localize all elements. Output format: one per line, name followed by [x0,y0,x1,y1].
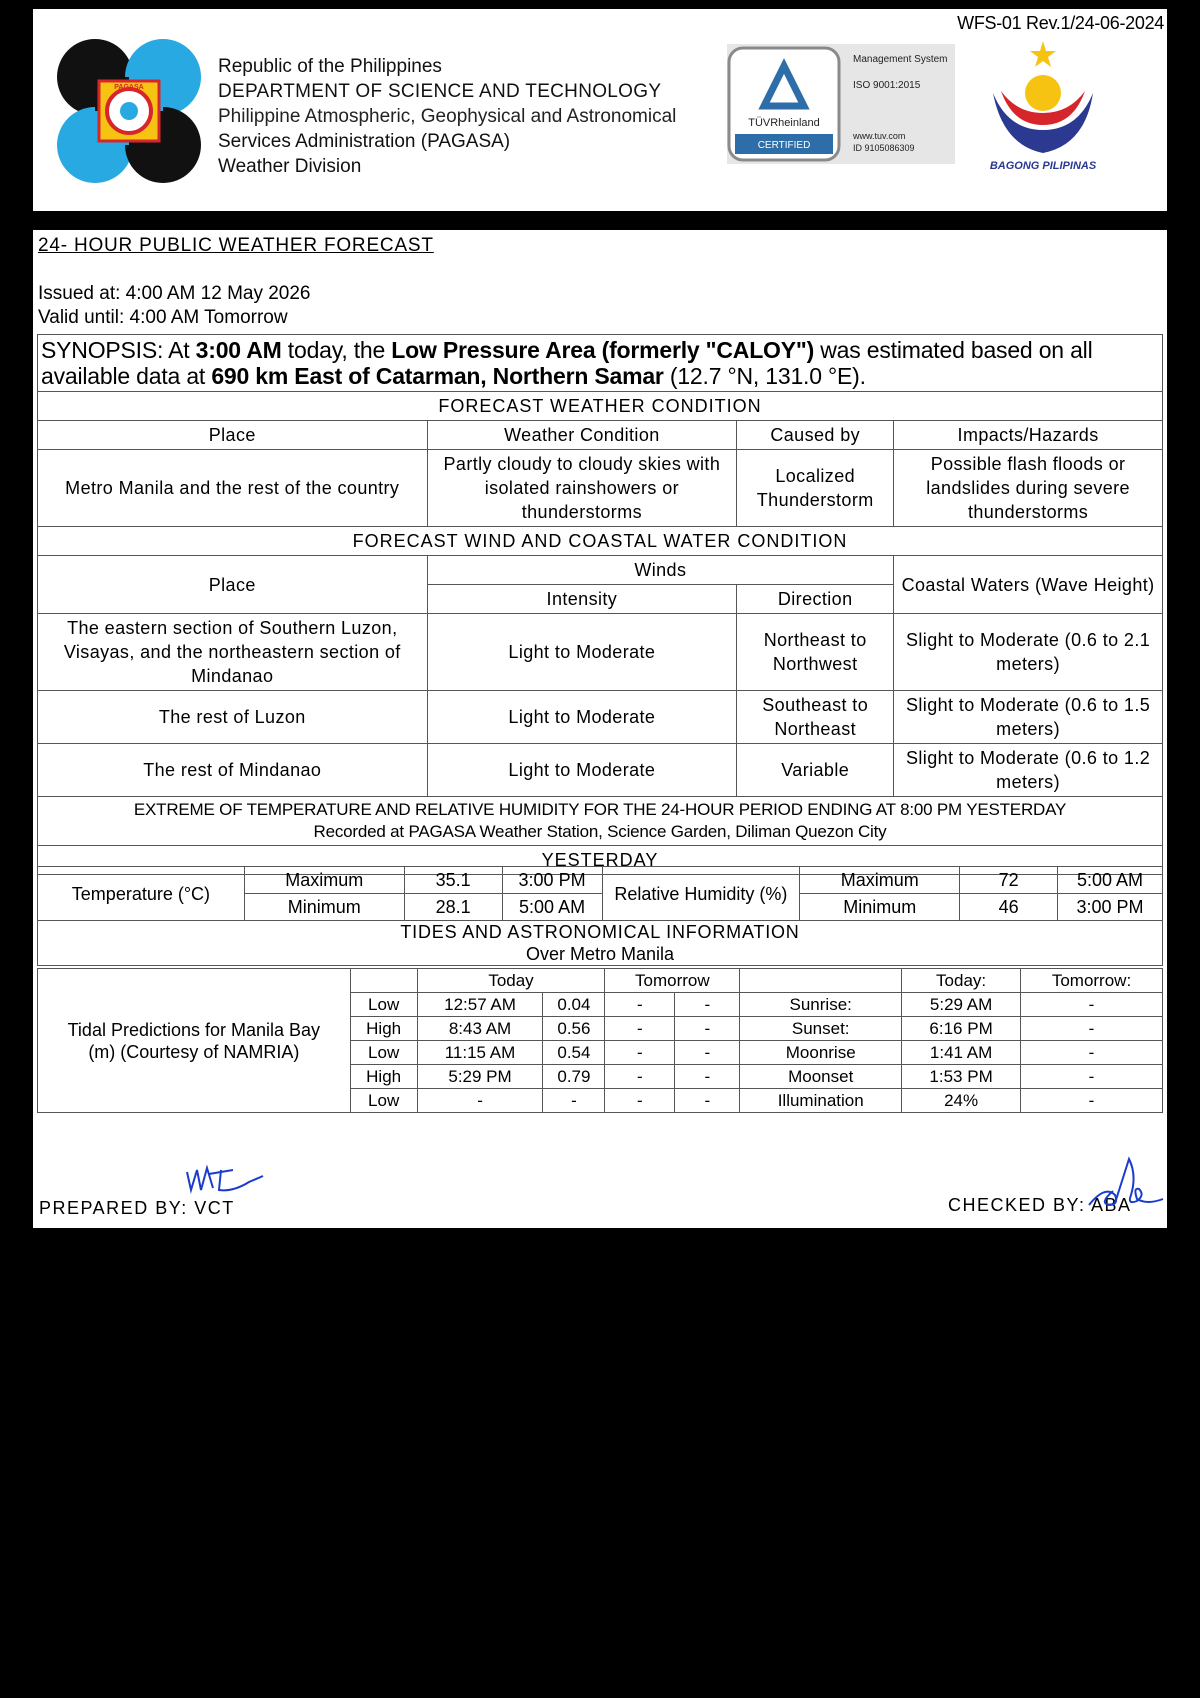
wind-header-winds: Winds [427,556,894,585]
astro-today-header: Today: [902,969,1021,993]
weather-impacts: Possible flash floods or landslides during severe thunderstorms [894,450,1163,527]
form-number: WFS-01 Rev.1/24-06-2024 [957,13,1164,33]
bagong-pilipinas-logo-icon [973,35,1113,175]
tide-height-tomorrow: - [675,1041,740,1065]
astro-tomorrow: - [1021,1041,1163,1065]
tide-height-tomorrow: - [675,993,740,1017]
wind-direction: Southeast to Northeast [737,691,894,744]
agency-line-pagasa: Philippine Atmospheric, Geophysical and Astronomical [218,106,677,127]
valid-until: Valid until: 4:00 AM Tomorrow [38,307,288,328]
agency-line-services: Services Administration (PAGASA) [218,131,511,152]
astro-label: Illumination [740,1089,902,1113]
tide-type: Low [350,993,417,1017]
coastal-waters: Slight to Moderate (0.6 to 2.1 meters) [894,614,1163,691]
wind-direction: Variable [737,744,894,797]
pagasa-logo-icon [55,37,203,185]
forecast-document [33,230,1167,1228]
rh-max-label: Maximum [800,867,960,894]
astro-label: Sunrise: [740,993,902,1017]
yesterday-label: YESTERDAY [38,846,1163,875]
tide-time-tomorrow: - [605,1017,675,1041]
rh-min-value: 46 [960,894,1058,921]
tide-time-tomorrow: - [605,1065,675,1089]
tuv-id: ID 9105086309 [853,143,915,153]
temp-min-time: 5:00 AM [502,894,602,921]
agency-line-division: Weather Division [218,156,362,177]
letterhead [33,9,1167,211]
tide-time-today: 8:43 AM [417,1017,543,1041]
tide-type: Low [350,1089,417,1113]
weather-place: Metro Manila and the rest of the country [38,450,428,527]
bp-label: BAGONG PILIPINAS [989,160,1097,172]
temp-max-time: 3:00 PM [502,867,602,894]
table-row [38,691,1163,744]
tide-time-tomorrow: - [605,993,675,1017]
tuv-brand: TÜVRheinland [748,117,820,129]
weather-section-title: FORECAST WEATHER CONDITION [38,392,1163,421]
astro-tomorrow-header: Tomorrow: [1021,969,1163,993]
wind-place: The rest of Mindanao [38,744,428,797]
coastal-waters: Slight to Moderate (0.6 to 1.2 meters) [894,744,1163,797]
tide-height-today: 0.54 [543,1041,605,1065]
humidity-label: Relative Humidity (%) [602,867,800,921]
coastal-waters: Slight to Moderate (0.6 to 1.5 meters) [894,691,1163,744]
tide-time-tomorrow: - [605,1089,675,1113]
tide-type: Low [350,1041,417,1065]
signature-aba-icon [1085,1155,1167,1215]
temp-min-value: 28.1 [404,894,502,921]
forecast-table [37,334,1163,875]
astro-label: Sunset: [740,1017,902,1041]
wind-intensity: Light to Moderate [427,691,737,744]
agency-line-republic: Republic of the Philippines [218,56,442,77]
signature-vct-icon [183,1160,273,1202]
astro-today: 1:41 AM [902,1041,1021,1065]
tuv-certified: CERTIFIED [757,140,811,151]
header-weather-condition: Weather Condition [427,421,737,450]
rh-min-time: 3:00 PM [1058,894,1163,921]
weather-cause: Localized Thunderstorm [737,450,894,527]
tuv-mgmt: Management System [853,54,948,65]
astro-today: 5:29 AM [902,993,1021,1017]
astro-label: Moonset [740,1065,902,1089]
astro-tomorrow: - [1021,1089,1163,1113]
tides-tomorrow-header: Tomorrow [605,969,740,993]
temp-max-label: Maximum [244,867,404,894]
tuv-certification-badge-icon [727,44,955,164]
wind-section-title: FORECAST WIND AND COASTAL WATER CONDITION [38,527,1163,556]
tides-today-header: Today [417,969,605,993]
wind-intensity: Light to Moderate [427,614,737,691]
header-impacts: Impacts/Hazards [894,421,1163,450]
tuv-iso: ISO 9001:2015 [853,80,921,91]
astro-label: Moonrise [740,1041,902,1065]
temperature-label: Temperature (°C) [38,867,245,921]
astro-tomorrow: - [1021,1017,1163,1041]
tide-height-tomorrow: - [675,1089,740,1113]
tide-time-today: 11:15 AM [417,1041,543,1065]
header-place: Place [38,421,428,450]
wind-header-intensity: Intensity [427,585,737,614]
table-row [38,744,1163,797]
tide-time-today: 5:29 PM [417,1065,543,1089]
tide-height-tomorrow: - [675,1017,740,1041]
astro-today: 6:16 PM [902,1017,1021,1041]
rh-max-value: 72 [960,867,1058,894]
astro-tomorrow: - [1021,1065,1163,1089]
issued-at: Issued at: 4:00 AM 12 May 2026 [38,283,311,304]
prepared-by: PREPARED BY: VCT [39,1198,235,1218]
wind-place: The eastern section of Southern Luzon, Visayas, and the northeastern section of Mindanao [38,614,428,691]
extremes-title: EXTREME OF TEMPERATURE AND RELATIVE HUMIDITY FOR THE 24-HOUR PERIOD ENDING AT 8:00 PM YESTERDAY Recorded at PAGASA Weather Station, Science Garden, Diliman Quezon City [38,797,1163,846]
synopsis: SYNOPSIS: At 3:00 AM today, the Low Pressure Area (formerly "CALOY") was estimated based on all available data at 690 km East of Catarman, Northern Samar (12.7 °N, 131.0 °E). [38,335,1163,392]
weather-header-row [38,421,1163,450]
tides-section-title: TIDES AND ASTRONOMICAL INFORMATION Over Metro Manila [38,921,1163,966]
temp-min-label: Minimum [244,894,404,921]
tide-height-today: - [543,1089,605,1113]
table-row [38,614,1163,691]
rh-max-time: 5:00 AM [1058,867,1163,894]
astro-today: 24% [902,1089,1021,1113]
tide-height-today: 0.56 [543,1017,605,1041]
weather-condition: Partly cloudy to cloudy skies with isolated rainshowers or thunderstorms [427,450,737,527]
wind-header-coastal: Coastal Waters (Wave Height) [894,556,1163,614]
tide-type: High [350,1017,417,1041]
tide-time-today: 12:57 AM [417,993,543,1017]
wind-header-place: Place [38,556,428,614]
tide-height-today: 0.79 [543,1065,605,1089]
wind-place: The rest of Luzon [38,691,428,744]
wind-intensity: Light to Moderate [427,744,737,797]
wind-header-direction: Direction [737,585,894,614]
tides-table [37,968,1163,1113]
agency-line-dost: DEPARTMENT OF SCIENCE AND TECHNOLOGY [218,81,662,102]
extremes-table [37,866,1163,966]
agency-block [218,54,676,179]
tide-time-today: - [417,1089,543,1113]
temp-max-value: 35.1 [404,867,502,894]
wind-direction: Northeast to Northwest [737,614,894,691]
tuv-web: www.tuv.com [853,131,906,141]
tide-height-tomorrow: - [675,1065,740,1089]
astro-tomorrow: - [1021,993,1163,1017]
checked-by: CHECKED BY: ABA [948,1195,1132,1215]
tide-type: High [350,1065,417,1089]
rh-min-label: Minimum [800,894,960,921]
header-caused-by: Caused by [737,421,894,450]
logo-lettering: PAGASA [114,84,144,91]
tide-time-tomorrow: - [605,1041,675,1065]
page-title: 24- HOUR PUBLIC WEATHER FORECAST [38,235,434,256]
tidal-label: Tidal Predictions for Manila Bay (m) (Courtesy of NAMRIA) [38,969,351,1113]
astro-today: 1:53 PM [902,1065,1021,1089]
issuance-block [38,282,311,330]
tide-height-today: 0.04 [543,993,605,1017]
table-row [38,450,1163,527]
